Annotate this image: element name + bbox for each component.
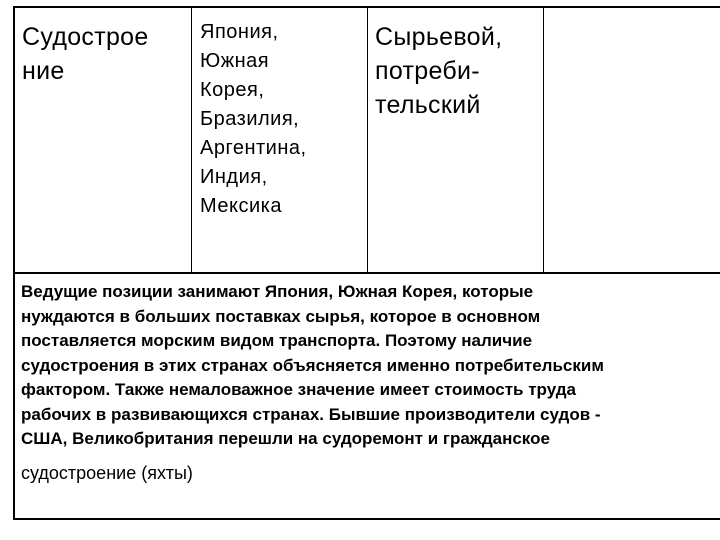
explanation-line: Ведущие позиции занимают Япония, Южная Корея, которые — [21, 282, 534, 301]
slide-table — [13, 6, 720, 520]
factor-line: Сырьевой, — [375, 23, 503, 51]
cell-empty — [544, 8, 720, 273]
factor-line: тельский — [375, 91, 481, 119]
country-line: Индия, — [200, 166, 268, 188]
cell-industry — [15, 8, 192, 273]
explanation-last-line: судостроение (яхты) — [21, 462, 193, 483]
industry-name — [22, 20, 149, 88]
country-line: Корея, — [200, 79, 265, 101]
explanation-line: судостроения в этих странах объясняется именно потребительским — [21, 355, 604, 375]
factor-text — [375, 20, 502, 122]
row-divider — [15, 272, 720, 274]
country-line: Южная — [200, 50, 270, 72]
explanation-line: поставляется морским видом транспорта. Поэтому наличие — [21, 331, 533, 350]
industry-line: ние — [22, 57, 65, 85]
explanation-line: США, Великобритания перешли на судоремонт и гражданское — [21, 429, 550, 448]
cell-factor — [368, 8, 544, 273]
country-line: Япония, — [200, 21, 279, 43]
cell-countries — [192, 8, 368, 273]
table-row-header — [15, 8, 720, 273]
explanation-line: фактором. Также немаловажное значение имеет стоимость труда — [21, 380, 576, 399]
explanation-text — [21, 280, 717, 485]
country-line: Бразилия, — [200, 108, 300, 130]
country-line: Мексика — [200, 195, 282, 217]
country-line: Аргентина, — [200, 137, 307, 159]
explanation-line: рабочих в развивающихся странах. Бывшие производители судов - — [21, 404, 601, 424]
industry-line: Судострое — [22, 23, 149, 51]
countries-list — [200, 18, 307, 221]
factor-line: потреби- — [375, 57, 480, 85]
explanation-line: нуждаются в больших поставках сырья, которое в основном — [21, 306, 541, 326]
